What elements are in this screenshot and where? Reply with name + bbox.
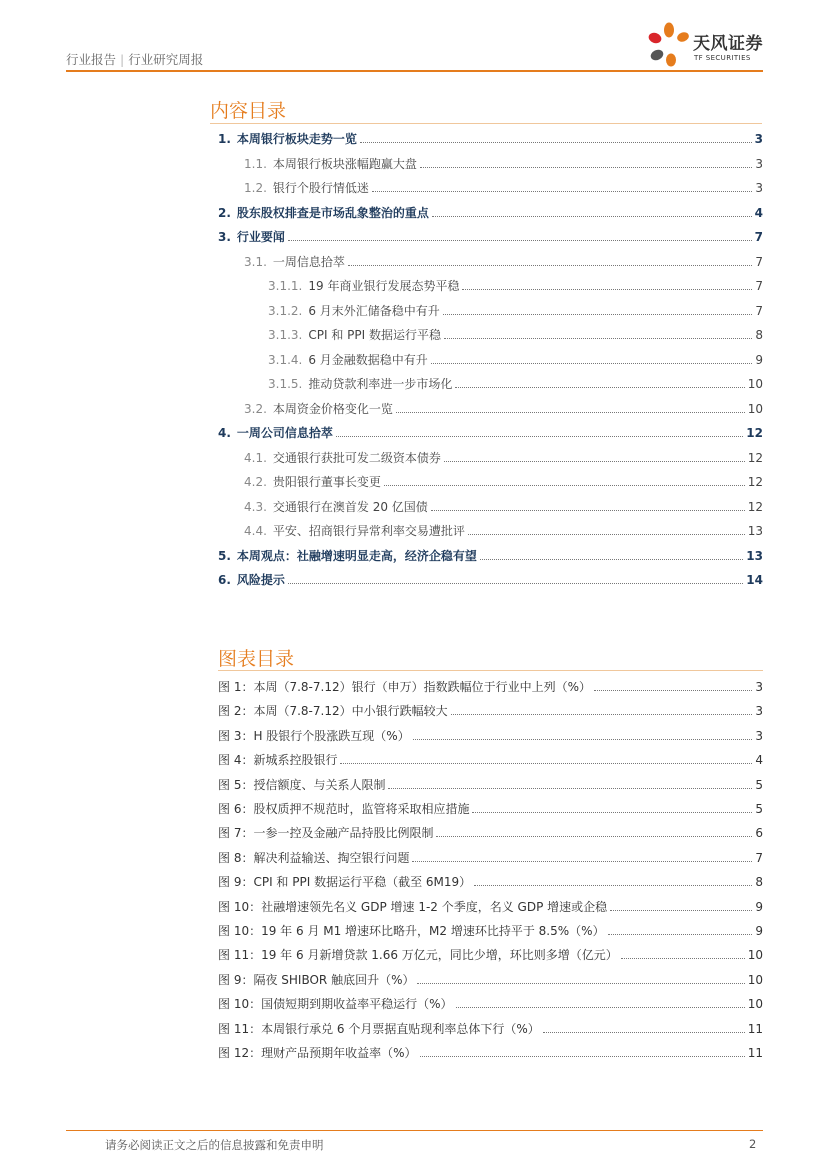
figure-leader-dots xyxy=(594,690,752,691)
toc-entry-number: 1.1. xyxy=(244,156,267,171)
figure-entry-title: 国债短期到期收益率平稳运行（%） xyxy=(261,997,453,1012)
figure-entry-page: 4 xyxy=(755,753,763,768)
figure-entry-label: 图 8： xyxy=(218,850,254,865)
figure-entry-label: 图 10： xyxy=(218,899,262,914)
figure-entry-label: 图 2： xyxy=(218,704,254,719)
figure-entry-label: 图 10： xyxy=(218,924,262,938)
figure-entry[interactable] xyxy=(218,1018,763,1036)
toc-entry-title: 交通银行获批可发二级资本债券 xyxy=(272,450,441,465)
figure-entry[interactable] xyxy=(218,993,763,1011)
toc-leader-dots xyxy=(396,412,745,413)
toc-leader-dots xyxy=(288,583,743,584)
toc-entry-page: 7 xyxy=(755,279,763,293)
toc-entry-number: 1.2. xyxy=(244,181,267,195)
figure-entry[interactable] xyxy=(218,774,763,792)
brand-logo xyxy=(647,22,767,68)
toc-entry[interactable] xyxy=(268,275,763,293)
figure-entry-title: CPI 和 PPI 数据运行平稳（截至 6M19） xyxy=(253,875,472,890)
toc-entry[interactable] xyxy=(244,447,763,465)
toc-leader-dots xyxy=(384,485,745,486)
figure-leader-dots xyxy=(608,934,753,935)
figure-entry[interactable] xyxy=(218,798,763,816)
toc-entry-title: 6 月末外汇储备稳中有升 xyxy=(308,303,440,318)
toc-leader-dots xyxy=(462,289,752,290)
figure-entry-label: 图 11： xyxy=(218,948,262,963)
toc-entry-page: 12 xyxy=(747,475,763,489)
figure-leader-dots xyxy=(543,1032,745,1033)
toc-entry-title: 推动贷款利率进一步市场化 xyxy=(308,377,453,391)
toc-entry-number: 3.1.2. xyxy=(268,303,303,318)
figure-entry-title: 19 年 6 月新增贷款 1.66 万亿元，同比少增，环比则多增（亿元） xyxy=(261,948,618,963)
toc-entry-page: 12 xyxy=(747,450,763,465)
toc-entry-title: CPI 和 PPI 数据运行平稳 xyxy=(308,328,441,342)
figure-entry-page: 10 xyxy=(747,972,763,987)
figure-entry-page: 7 xyxy=(755,850,763,865)
toc-entry-page: 3 xyxy=(755,181,763,195)
toc-entry[interactable] xyxy=(244,251,763,269)
brand-name-en: TF SECURITIES xyxy=(694,54,751,62)
figure-entry-page: 3 xyxy=(755,680,763,694)
toc-entry-number: 3.1.3. xyxy=(268,328,303,342)
toc-entry-number: 6. xyxy=(218,573,231,587)
toc-entry-number: 3.1. xyxy=(244,254,267,269)
toc-entry-title: 一周公司信息拾萃 xyxy=(236,426,333,440)
toc-entry[interactable] xyxy=(218,545,763,563)
toc-entry-number: 4.1. xyxy=(244,450,267,465)
figure-entry[interactable] xyxy=(218,944,763,962)
toc-leader-dots xyxy=(348,265,752,266)
figure-leader-dots xyxy=(621,958,745,959)
figure-entry-label: 图 12： xyxy=(218,1046,262,1060)
figure-leader-dots xyxy=(412,861,752,862)
figure-leader-dots xyxy=(451,714,753,715)
figure-entry-title: 股权质押不规范时，监管将采取相应措施 xyxy=(253,802,470,816)
figure-entry[interactable] xyxy=(218,896,763,914)
figure-leader-dots xyxy=(340,763,752,764)
footer-divider xyxy=(66,1130,763,1131)
figure-entry-label: 图 4： xyxy=(218,753,254,768)
figure-entry[interactable] xyxy=(218,822,763,840)
toc-entry-page: 13 xyxy=(747,524,763,538)
toc-entry[interactable] xyxy=(244,520,763,538)
toc-entry-page: 7 xyxy=(754,230,763,244)
toc-entry[interactable] xyxy=(244,496,763,514)
figure-leader-dots xyxy=(436,836,752,837)
figure-entry-title: 社融增速领先名义 GDP 增速 1-2 个季度，名义 GDP 增速或企稳 xyxy=(261,899,608,914)
toc-entry-number: 4.3. xyxy=(244,499,267,514)
toc-entry-page: 8 xyxy=(755,328,763,342)
toc-leader-dots xyxy=(431,510,745,511)
toc-entry-page: 7 xyxy=(755,303,763,318)
figure-entry-title: 19 年 6 月 M1 增速环比略升，M2 增速环比持平于 8.5%（%） xyxy=(261,924,605,938)
toc-leader-dots xyxy=(468,534,745,535)
toc-entry[interactable] xyxy=(268,324,763,342)
toc-entry-title: 本周银行板块涨幅跑赢大盘 xyxy=(272,156,417,171)
toc-entry-title: 本周资金价格变化一览 xyxy=(272,401,393,416)
figure-entry-title: 授信额度、与关系人限制 xyxy=(253,777,386,792)
toc-entry-title: 风险提示 xyxy=(236,573,285,587)
brand-name-cn: 天风证券 xyxy=(693,34,763,54)
toc-entry-title: 银行个股行情低迷 xyxy=(272,181,369,195)
footer-disclaimer: 请务必阅读正文之后的信息披露和免责申明 xyxy=(105,1138,324,1152)
toc-entry[interactable] xyxy=(218,226,763,244)
toc-entry-page: 13 xyxy=(746,548,763,563)
figure-entry-title: 本周（7.8-7.12）银行（申万）指数跌幅位于行业中上列（%） xyxy=(253,680,591,694)
toc-entry-number: 4. xyxy=(218,426,231,440)
toc-entry[interactable] xyxy=(268,300,763,318)
figure-entry-title: 一参一控及金融产品持股比例限制 xyxy=(253,826,434,841)
toc-leader-dots xyxy=(455,387,744,388)
figure-entry[interactable] xyxy=(218,969,763,987)
toc-entry-page: 7 xyxy=(755,254,763,269)
toc-entry-number: 2. xyxy=(218,205,231,220)
figure-leader-dots xyxy=(413,739,753,740)
figure-entry-page: 11 xyxy=(747,1046,763,1060)
figure-entry-title: 本周银行承兑 6 个月票据直贴现利率总体下行（%） xyxy=(261,1021,540,1036)
figure-entry-page: 3 xyxy=(755,704,763,719)
logo-flower-icon xyxy=(647,22,691,68)
toc-leader-dots xyxy=(443,314,753,315)
toc-entry-number: 5. xyxy=(218,548,231,563)
figure-entry[interactable] xyxy=(218,700,763,718)
toc-entry[interactable] xyxy=(218,128,763,146)
toc-entry-number: 1. xyxy=(218,132,231,146)
figure-entry-page: 10 xyxy=(747,997,763,1012)
figure-entry-label: 图 10： xyxy=(218,997,262,1012)
toc-entry[interactable] xyxy=(244,398,763,416)
toc-entry-title: 本周银行板块走势一览 xyxy=(236,132,357,146)
figure-entry-page: 3 xyxy=(755,728,763,743)
figure-entry-label: 图 3： xyxy=(218,728,254,743)
figure-leader-dots xyxy=(610,910,752,911)
figure-entry-title: H 股银行个股涨跌互现（%） xyxy=(253,728,410,743)
figure-leader-dots xyxy=(474,885,752,886)
toc-entry-page: 4 xyxy=(754,205,763,220)
toc-entry-number: 4.4. xyxy=(244,524,267,538)
toc-leader-dots xyxy=(444,461,745,462)
toc-entry-title: 股东股权排查是市场乱象整治的重点 xyxy=(236,205,429,220)
toc-leader-dots xyxy=(444,338,752,339)
toc-entry-number: 3.1.5. xyxy=(268,377,303,391)
toc-title-underline xyxy=(210,123,762,124)
figure-entry-title: 本周（7.8-7.12）中小银行跌幅较大 xyxy=(253,704,448,719)
figure-entry-page: 9 xyxy=(755,924,763,938)
toc-entry-number: 3.1.1. xyxy=(268,279,303,293)
toc-entry[interactable] xyxy=(218,569,763,587)
figure-entry-label: 图 1： xyxy=(218,680,254,694)
page-number: 2 xyxy=(749,1137,757,1151)
figure-entry[interactable] xyxy=(218,1042,763,1060)
figure-entry-title: 隔夜 SHIBOR 触底回升（%） xyxy=(253,972,415,987)
figure-entry[interactable] xyxy=(218,847,763,865)
figure-leader-dots xyxy=(420,1056,745,1057)
figure-entry[interactable] xyxy=(218,871,763,889)
toc-entry[interactable] xyxy=(244,471,763,489)
figure-leader-dots xyxy=(417,983,744,984)
figure-leader-dots xyxy=(472,812,752,813)
figure-entry-page: 5 xyxy=(755,802,763,816)
toc-entry-title: 平安、招商银行异常利率交易遭批评 xyxy=(272,524,465,538)
figure-entry-label: 图 5： xyxy=(218,777,254,792)
figures-title: 图表目录 xyxy=(218,648,295,670)
category-separator: | xyxy=(120,52,125,67)
toc-entry-title: 一周信息拾萃 xyxy=(272,254,345,269)
figure-entry[interactable] xyxy=(218,725,763,743)
toc-entry-page: 3 xyxy=(754,132,763,146)
figure-entry-page: 11 xyxy=(747,1021,763,1036)
header-divider xyxy=(66,70,763,72)
subcategory-label: 行业研究周报 xyxy=(128,52,204,67)
toc-entry[interactable] xyxy=(268,373,763,391)
toc-entry-page: 12 xyxy=(746,426,763,440)
toc-entry-page: 12 xyxy=(747,499,763,514)
figure-entry-title: 新城系控股银行 xyxy=(253,753,338,768)
toc-entry-page: 10 xyxy=(747,401,763,416)
figure-entry-page: 8 xyxy=(755,875,763,890)
toc-leader-dots xyxy=(480,559,743,560)
toc-leader-dots xyxy=(420,167,752,168)
figures-title-underline xyxy=(218,670,763,671)
toc-entry-title: 本周观点：社融增速明显走高，经济企稳有望 xyxy=(236,548,477,563)
toc-entry[interactable] xyxy=(218,422,763,440)
toc-entry[interactable] xyxy=(268,349,763,367)
toc-leader-dots xyxy=(431,363,753,364)
toc-entry-number: 3.2. xyxy=(244,401,267,416)
figure-entry[interactable] xyxy=(218,749,763,767)
report-category xyxy=(66,50,203,68)
toc-leader-dots xyxy=(288,240,752,241)
toc-entry-page: 9 xyxy=(755,352,763,367)
toc-leader-dots xyxy=(372,191,752,192)
figure-entry-label: 图 7： xyxy=(218,826,254,841)
toc-title: 内容目录 xyxy=(210,100,287,122)
toc-entry[interactable] xyxy=(244,153,763,171)
figure-entry-title: 解决利益输送、掏空银行问题 xyxy=(253,850,410,865)
figure-entry-label: 图 11： xyxy=(218,1021,262,1036)
toc-entry-page: 14 xyxy=(746,573,763,587)
figure-entry[interactable] xyxy=(218,920,763,938)
toc-entry-title: 贵阳银行董事长变更 xyxy=(272,475,381,489)
toc-leader-dots xyxy=(360,142,752,143)
figure-leader-dots xyxy=(388,788,752,789)
figure-entry-page: 10 xyxy=(747,948,763,963)
toc-entry-page: 3 xyxy=(755,156,763,171)
toc-leader-dots xyxy=(432,216,752,217)
category-label: 行业报告 xyxy=(66,52,117,67)
figure-entry-title: 理财产品预期年收益率（%） xyxy=(261,1046,417,1060)
page-header xyxy=(0,0,827,75)
figure-entry-label: 图 9： xyxy=(218,972,254,987)
toc-leader-dots xyxy=(336,436,743,437)
figure-leader-dots xyxy=(456,1007,745,1008)
toc-entry-page: 10 xyxy=(747,377,763,391)
figure-entry-page: 9 xyxy=(755,899,763,914)
figure-entry-page: 5 xyxy=(755,777,763,792)
toc-entry-title: 交通银行在澳首发 20 亿国债 xyxy=(272,499,428,514)
toc-entry[interactable] xyxy=(244,177,763,195)
figure-entry-page: 6 xyxy=(755,826,763,841)
toc-entry-number: 3. xyxy=(218,230,231,244)
figure-entry-label: 图 9： xyxy=(218,875,254,890)
toc-entry-number: 4.2. xyxy=(244,475,267,489)
figure-entry-label: 图 6： xyxy=(218,802,254,816)
toc-entry-number: 3.1.4. xyxy=(268,352,303,367)
figure-entry[interactable] xyxy=(218,676,763,694)
toc-entry-title: 行业要闻 xyxy=(236,230,285,244)
toc-entry-title: 19 年商业银行发展态势平稳 xyxy=(308,279,460,293)
toc-entry-title: 6 月金融数据稳中有升 xyxy=(308,352,428,367)
toc-entry[interactable] xyxy=(218,202,763,220)
